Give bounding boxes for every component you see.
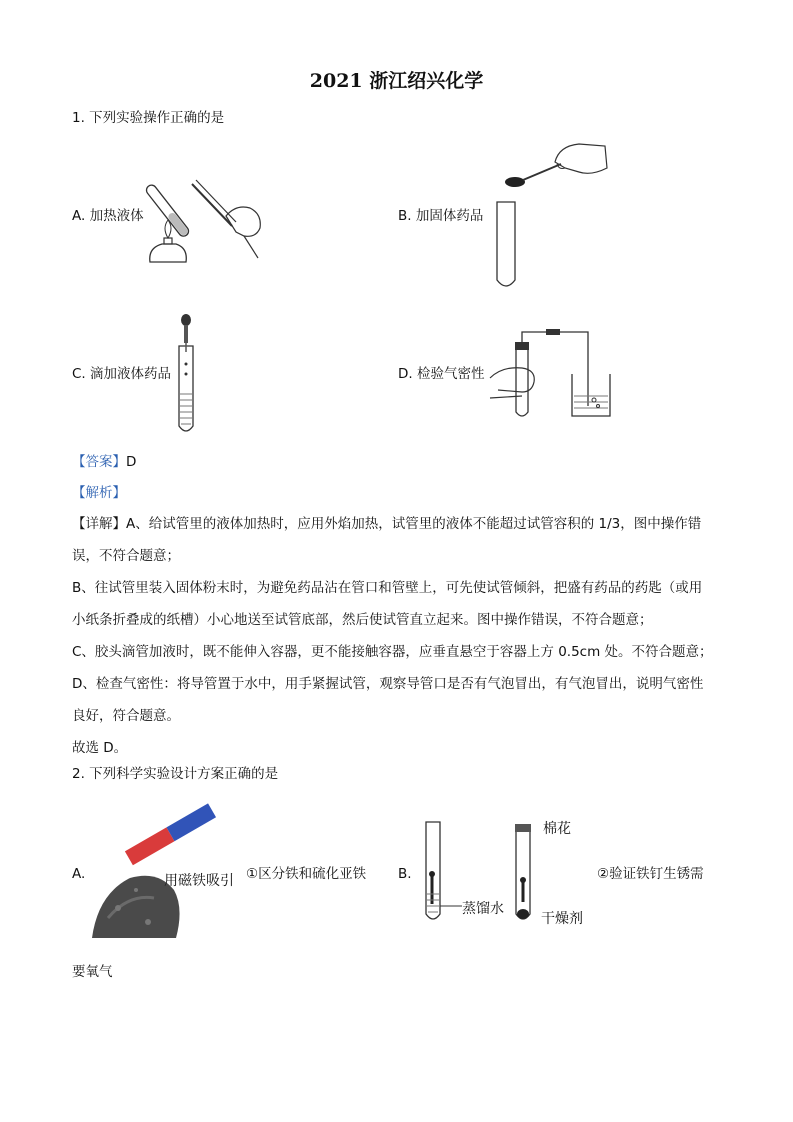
label-cotton: 棉花 <box>543 821 571 837</box>
q1-stem: 1. 下列实验操作正确的是 <box>72 110 225 126</box>
q2-stem: 2. 下列科学实验设计方案正确的是 <box>72 766 279 782</box>
label-water: 蒸馏水 <box>462 901 504 917</box>
detail-d-line1: D、检查气密性：将导管置于水中，用手紧握试管，观察导管口是否有气泡冒出，有气泡冒出，说明气密性 <box>72 676 704 692</box>
airtightness-figure <box>488 326 613 420</box>
dropping-liquid-figure <box>174 312 204 436</box>
detail-b-line2: 小纸条折叠成的纸槽）小心地送至试管底部，然后使试管直立起来。图中操作错误，不符合题意； <box>72 612 653 628</box>
q2-option-a-letter: A. <box>72 866 86 882</box>
q1-option-c: C. 滴加液体药品 <box>72 366 172 382</box>
analysis-tag: 【解析】 <box>72 485 126 501</box>
detail-a-line1: A、给试管里的液体加热时，应用外焰加热，试管里的液体不能超过试管容积的 1/3，图中操作错 <box>126 516 702 532</box>
detail-a-line2: 误，不符合题意； <box>72 548 180 564</box>
detail-tag: 【详解】 <box>72 516 126 532</box>
answer-tag: 【答案】 <box>72 454 126 470</box>
q1-option-a: A. 加热液体 <box>72 208 144 224</box>
adding-solid-figure <box>495 140 610 290</box>
q1-option-d: D. 检验气密性 <box>398 366 485 382</box>
heating-liquid-figure <box>140 170 270 270</box>
conclusion: 故选 D。 <box>72 740 128 756</box>
q2-option-b-text: ②验证铁钉生锈需 <box>597 866 704 882</box>
q2-option-b-letter: B. <box>398 866 412 882</box>
detail-block <box>72 508 732 764</box>
answer-value: D <box>126 454 137 470</box>
detail-b-line1: B、往试管里装入固体粉末时，为避免药品沾在管口和管壁上，可先使试管倾斜，把盛有药品的药匙（或用 <box>72 580 703 596</box>
q2-option-b-cont: 要氧气 <box>72 964 113 980</box>
detail-c: C、胶头滴管加液时，既不能伸入容器，更不能接触容器，应垂直悬空于容器上方 0.5cm 处。不符合题意； <box>72 644 713 660</box>
detail-d-line2: 良好，符合题意。 <box>72 708 180 724</box>
page-title: 2021 浙江绍兴化学 <box>309 70 484 92</box>
label-desiccant: 干燥剂 <box>541 911 583 927</box>
q2-img-label-magnet: 用磁铁吸引 <box>164 873 234 889</box>
q2-option-a-text: ①区分铁和硫化亚铁 <box>246 866 367 882</box>
q1-option-b: B. 加固体药品 <box>398 208 484 224</box>
